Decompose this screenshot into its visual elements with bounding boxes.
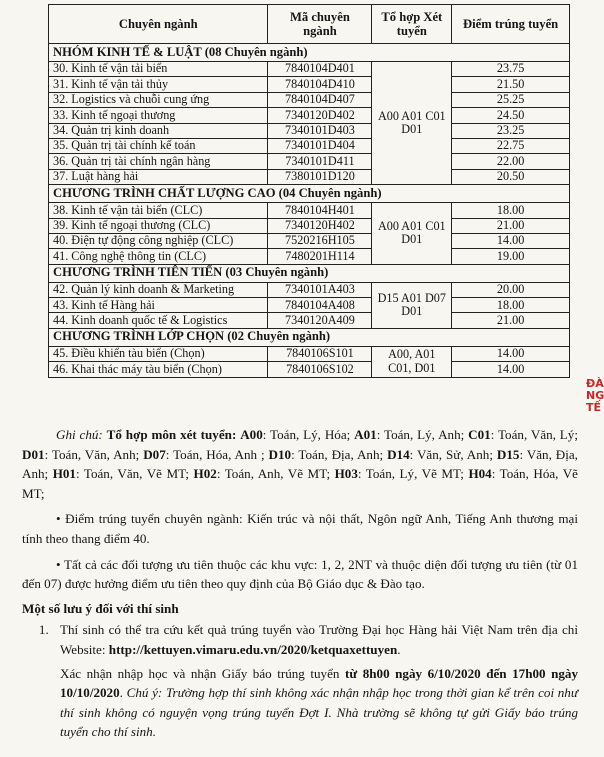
group-title: CHƯƠNG TRÌNH LỚP CHỌN (02 Chuyên ngành) xyxy=(49,328,570,346)
combo-subjects: Toán, Văn, Vẽ MT; xyxy=(83,466,190,482)
notice-list xyxy=(22,620,578,659)
item1-text: Thí sinh có thể tra cứu kết quả trúng tuyển vào Trường Đại học Hàng hải Việt Nam trên địa chỉ Website: xyxy=(60,622,578,657)
note-label: Ghi chú: xyxy=(56,427,103,442)
score-cell: 22.00 xyxy=(452,154,570,169)
combo-code: A00 xyxy=(240,427,263,442)
score-cell: 23.25 xyxy=(452,123,570,138)
confirmation-note xyxy=(60,664,578,742)
code-cell: 7340120D402 xyxy=(268,108,372,123)
score-cell: 14.00 xyxy=(452,346,570,361)
caution-note: Chú ý: Trường hợp thí sinh không xác nhận nhập học trong thời gian kể trên coi như thí sinh không có nguyện vọng trúng tuyển Đợt I. Nhà trường sẽ không tự gửi Giấy báo trúng tuyển cho thí sinh. xyxy=(60,685,578,740)
code-cell: 7340101D411 xyxy=(268,154,372,169)
admission-score-table xyxy=(48,4,570,378)
combo-code: D15 xyxy=(496,446,520,462)
combo-subjects: Toán, Lý, Vẽ MT; xyxy=(365,466,464,482)
major-cell: 43. Kinh tế Hàng hải xyxy=(49,298,268,313)
major-cell: 46. Khai thác máy tàu biển (Chọn) xyxy=(49,362,268,377)
combo-code: C01 xyxy=(468,427,491,442)
header-major: Chuyên ngành xyxy=(49,5,268,44)
combo-code: H02 xyxy=(193,466,217,482)
combo-code: H01 xyxy=(52,466,76,482)
list-item xyxy=(52,620,578,659)
combo-cell: A00 A01 C01 D01 xyxy=(372,62,452,185)
table-row xyxy=(49,249,570,264)
code-cell: 7340120A409 xyxy=(268,313,372,328)
table-row xyxy=(49,346,570,361)
score-cell: 23.75 xyxy=(452,62,570,77)
combo-subjects: Toán, Lý, Hóa; xyxy=(270,427,351,442)
table-row xyxy=(49,233,570,248)
major-cell: 38. Kinh tế vận tải biển (CLC) xyxy=(49,203,268,218)
score-cell: 21.00 xyxy=(452,313,570,328)
table-row xyxy=(49,123,570,138)
code-cell: 7520216H105 xyxy=(268,233,372,248)
combo-subjects: Toán, Hóa, Anh ; xyxy=(173,446,265,462)
combo-legend-title: Tổ hợp môn xét tuyển: xyxy=(106,427,237,442)
code-cell: 7840104D410 xyxy=(268,77,372,92)
combo-subjects: Toán, Địa, Anh; xyxy=(298,446,384,462)
group-header-row xyxy=(49,44,570,62)
combo-subjects: Văn, Địa, Anh; xyxy=(22,446,578,482)
combo-legend xyxy=(22,425,578,503)
major-cell: 39. Kinh tế ngoại thương (CLC) xyxy=(49,218,268,233)
score-cell: 21.00 xyxy=(452,218,570,233)
table-row xyxy=(49,282,570,297)
score-cell: 18.00 xyxy=(452,203,570,218)
table-row xyxy=(49,203,570,218)
code-cell: 7840106S102 xyxy=(268,362,372,377)
confirm-text: Xác nhận nhập học và nhận Giấy báo trúng tuyển xyxy=(60,665,340,681)
bullet-score-scale: • Điểm trúng tuyển chuyên ngành: Kiến trúc và nội thất, Ngôn ngữ Anh, Tiếng Anh thương mại tính theo thang điểm 40. xyxy=(22,511,578,546)
major-cell: 44. Kinh doanh quốc tế & Logistics xyxy=(49,313,268,328)
group-header-row xyxy=(49,328,570,346)
results-url[interactable]: http://kettuyen.vimaru.edu.vn/2020/ketquaxettuyen xyxy=(108,641,398,657)
combo-cell: A00, A01 C01, D01 xyxy=(372,346,452,377)
combo-code: D01 xyxy=(22,446,45,462)
code-cell: 7340120H402 xyxy=(268,218,372,233)
group-title: CHƯƠNG TRÌNH CHẤT LƯỢNG CAO (04 Chuyên ngành) xyxy=(49,185,570,203)
table-row xyxy=(49,218,570,233)
score-cell: 22.75 xyxy=(452,138,570,153)
score-cell: 20.50 xyxy=(452,169,570,184)
group-header-row xyxy=(49,185,570,203)
code-cell: 7840104A408 xyxy=(268,298,372,313)
major-cell: 35. Quản trị tài chính kế toán xyxy=(49,138,268,153)
score-cell: 14.00 xyxy=(452,362,570,377)
table-row xyxy=(49,108,570,123)
confirm-sep: . xyxy=(119,685,123,701)
major-cell: 31. Kinh tế vận tải thủy xyxy=(49,77,268,92)
table-row xyxy=(49,154,570,169)
combo-code: A01 xyxy=(354,427,377,442)
major-cell: 40. Điện tự động công nghiệp (CLC) xyxy=(49,233,268,248)
score-cell: 24.50 xyxy=(452,108,570,123)
major-cell: 36. Quản trị tài chính ngân hàng xyxy=(49,154,268,169)
header-score: Điểm trúng tuyển xyxy=(452,5,570,44)
major-cell: 42. Quản lý kinh doanh & Marketing xyxy=(49,282,268,297)
score-cell: 18.00 xyxy=(452,298,570,313)
code-cell: 7380101D120 xyxy=(268,169,372,184)
code-cell: 7840104D407 xyxy=(268,92,372,107)
major-cell: 41. Công nghệ thông tin (CLC) xyxy=(49,249,268,264)
major-cell: 33. Kinh tế ngoại thương xyxy=(49,108,268,123)
table-row xyxy=(49,138,570,153)
major-cell: 34. Quản trị kinh doanh xyxy=(49,123,268,138)
group-title: CHƯƠNG TRÌNH TIÊN TIẾN (03 Chuyên ngành) xyxy=(49,264,570,282)
score-cell: 19.00 xyxy=(452,249,570,264)
code-cell: 7840104H401 xyxy=(268,203,372,218)
combo-subjects: Toán, Hóa, Vẽ MT; xyxy=(22,466,578,501)
red-stamp-fragment: ĐÀ NG TẾ xyxy=(586,377,604,414)
table-body xyxy=(49,44,570,378)
combo-cell: D15 A01 D07 D01 xyxy=(372,282,452,328)
confirm-time: từ 8h00 ngày 6/10/2020 đến 17h00 ngày 10/10/2020 xyxy=(60,665,579,701)
table-row xyxy=(49,298,570,313)
notes-section xyxy=(22,425,578,742)
code-cell: 7340101D403 xyxy=(268,123,372,138)
major-cell: 30. Kinh tế vận tải biển xyxy=(49,62,268,77)
group-title: NHÓM KINH TẾ & LUẬT (08 Chuyên ngành) xyxy=(49,44,570,62)
table-header-row xyxy=(49,5,570,44)
table-row xyxy=(49,62,570,77)
score-cell: 21.50 xyxy=(452,77,570,92)
combo-code: D07 xyxy=(143,446,166,462)
score-cell: 14.00 xyxy=(452,233,570,248)
code-cell: 7840104D401 xyxy=(268,62,372,77)
code-cell: 7340101A403 xyxy=(268,282,372,297)
table-row xyxy=(49,362,570,377)
combo-code: H03 xyxy=(334,466,358,482)
header-combo: Tổ hợp Xét tuyển xyxy=(372,5,452,44)
combo-subjects: Toán, Văn, Lý; xyxy=(497,427,578,442)
table-row xyxy=(49,313,570,328)
header-code: Mã chuyên ngành xyxy=(268,5,372,44)
code-cell: 7340101D404 xyxy=(268,138,372,153)
group-header-row xyxy=(49,264,570,282)
combo-code: H04 xyxy=(468,466,492,482)
combo-code: D10 xyxy=(268,446,292,462)
code-cell: 7840106S101 xyxy=(268,346,372,361)
table-row xyxy=(49,169,570,184)
table-row xyxy=(49,92,570,107)
code-cell: 7480201H114 xyxy=(268,249,372,264)
bullet-priority: • Tất cả các đối tượng ưu tiên thuộc các khu vực: 1, 2, 2NT và thuộc diện đối tượng ưu tiên (từ 01 đến 07) được hưởng điểm ưu tiên theo quy định của Bộ Giáo dục & Đào tạo. xyxy=(22,556,578,592)
item1-end: . xyxy=(397,641,401,657)
combo-list: A00: Toán, Lý, Hóa; A01: Toán, Lý, Anh; C01: Toán, Văn, Lý; D01: Toán, Văn, Anh; D07: Toán, Hóa, Anh ; D10: Toán, Địa, Anh; D14: Văn, Sử, Anh; D15: Văn, Địa, Anh; H01: Toán, Văn, Vẽ MT; H02: Toán, Anh, Vẽ MT; H03: Toán, Lý, Vẽ MT; H04: Toán, Hóa, Vẽ MT; xyxy=(22,427,578,501)
table-row xyxy=(49,77,570,92)
combo-subjects: Toán, Anh, Vẽ MT; xyxy=(224,466,331,482)
major-cell: 45. Điều khiển tàu biển (Chọn) xyxy=(49,346,268,361)
combo-code: D14 xyxy=(387,446,410,462)
combo-subjects: Văn, Sử, Anh; xyxy=(416,446,493,462)
major-cell: 32. Logistics và chuỗi cung ứng xyxy=(49,92,268,107)
combo-cell: A00 A01 C01 D01 xyxy=(372,203,452,265)
major-cell: 37. Luật hàng hải xyxy=(49,169,268,184)
combo-subjects: Toán, Văn, Anh; xyxy=(51,446,140,462)
score-cell: 20.00 xyxy=(452,282,570,297)
combo-subjects: Toán, Lý, Anh; xyxy=(383,427,465,442)
score-cell: 25.25 xyxy=(452,92,570,107)
section-title: Một số lưu ý đối với thí sinh xyxy=(22,600,179,616)
